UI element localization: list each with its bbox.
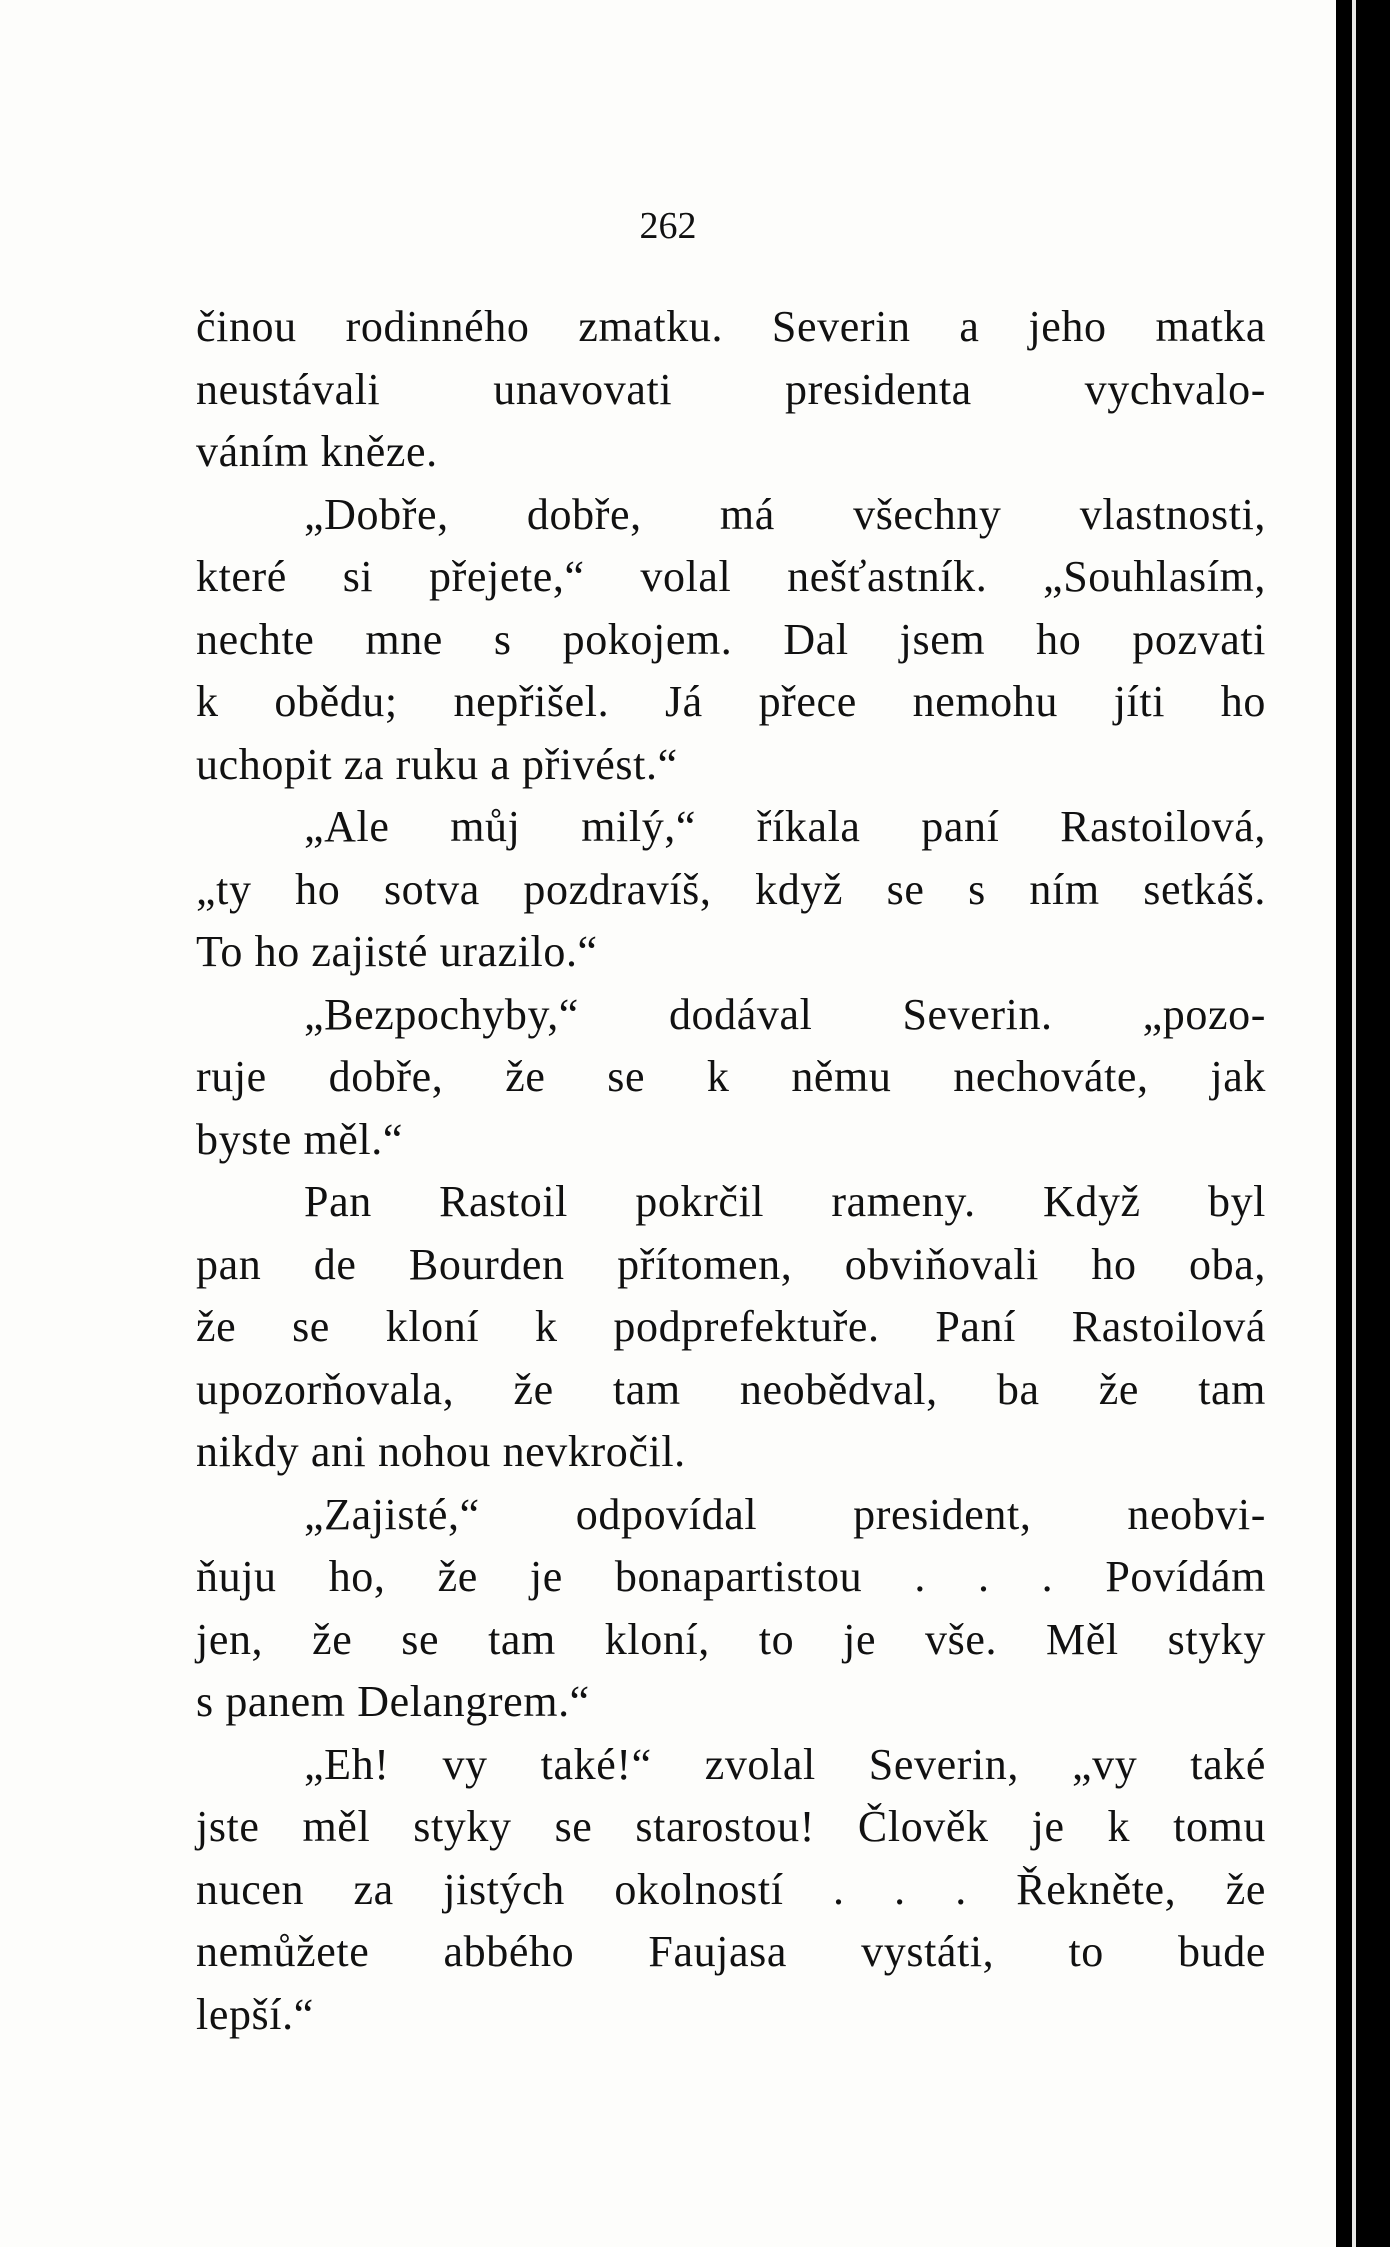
- text-line: s panem Delangrem.“: [196, 1677, 590, 1726]
- text-line: jste měl styky se starostou! Člověk je k tomu: [196, 1802, 1266, 1851]
- text-line: neustávali unavovati presidenta vychvalo-: [196, 364, 1266, 414]
- text-line: nemůžete abbého Faujasa vystáti, to bude: [196, 1927, 1266, 1976]
- text-line: které si přejete,“ volal nešťastník. „Souhlasím,: [196, 552, 1266, 601]
- text-line: činou rodinného zmatku. Severin a jeho matka: [196, 302, 1266, 351]
- text-line: uchopit za ruku a přivést.“: [196, 739, 678, 789]
- text-line: nechte mne s pokojem. Dal jsem ho pozvati: [196, 614, 1266, 664]
- text-line: „Dobře, dobře, má všechny vlastnosti,: [304, 489, 1266, 539]
- text-line: nikdy ani nohou nevkročil.: [196, 1427, 686, 1476]
- text-line: pan de Bourden přítomen, obviňovali ho oba,: [196, 1239, 1266, 1289]
- text-line: ruje dobře, že se k němu nechováte, jak: [196, 1052, 1266, 1101]
- body-text: [196, 296, 1266, 2046]
- text-line: váním kněze.: [196, 427, 438, 476]
- text-line: To ho zajisté urazilo.“: [196, 927, 598, 976]
- text-line: „Bezpochyby,“ dodával Severin. „pozo-: [304, 989, 1266, 1039]
- text-line: byste měl.“: [196, 1114, 403, 1164]
- text-line: Pan Rastoil pokrčil rameny. Když byl: [304, 1177, 1266, 1226]
- page-number: 262: [639, 205, 697, 247]
- text-line: lepší.“: [196, 1989, 314, 2039]
- text-line: k obědu; nepřišel. Já přece nemohu jíti ho: [196, 677, 1266, 726]
- text-line: „Eh! vy také!“ zvolal Severin, „vy také: [304, 1739, 1266, 1789]
- page-edge-line: [1352, 0, 1356, 2247]
- text-line: upozorňovala, že tam neobědval, ba že tam: [196, 1364, 1266, 1414]
- text-line: že se kloní k podprefektuře. Paní Rastoilová: [196, 1302, 1266, 1351]
- text-line: jen, že se tam kloní, to je vše. Měl styky: [196, 1614, 1266, 1664]
- text-line: „ty ho sotva pozdravíš, když se s ním setkáš.: [196, 864, 1266, 914]
- text-line: ňuju ho, že je bonapartistou . . . Povídám: [196, 1552, 1266, 1601]
- text-line: „Zajisté,“ odpovídal president, neobvi-: [304, 1489, 1266, 1539]
- text-line: „Ale můj milý,“ říkala paní Rastoilová,: [304, 802, 1266, 851]
- scan-border: [1336, 0, 1390, 2247]
- text-line: nucen za jistých okolností . . . Řekněte, že: [196, 1864, 1266, 1914]
